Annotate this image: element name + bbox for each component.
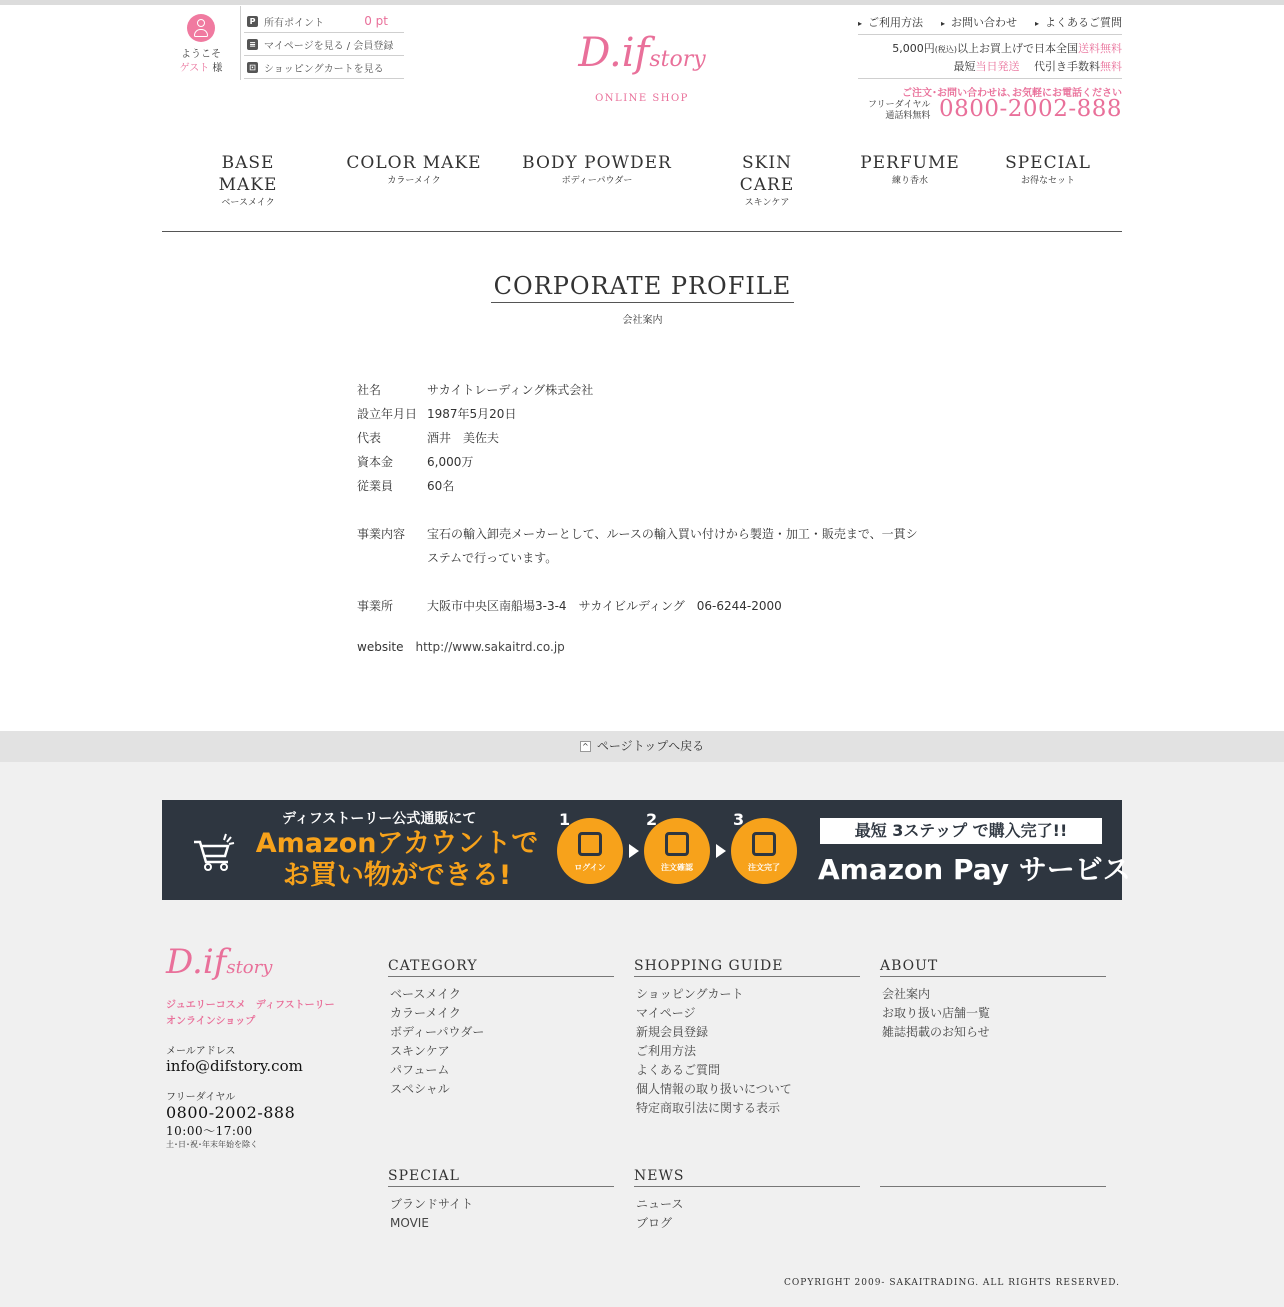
divider [162,231,1122,232]
phone-note: ご注文･お問い合わせは､お気軽にお電話ください [902,88,1122,99]
profile-row [357,474,927,498]
divider [858,34,1122,35]
cod-free: 無料 [1100,60,1122,73]
footer-link[interactable]: 新規会員登録 [636,1025,709,1039]
footer-shopping-guide [634,956,860,1118]
user-welcome[interactable] [170,10,232,76]
row-label: 事業所 [357,599,394,613]
footer-special [388,1166,614,1233]
row-label: 設立年月日 [357,407,418,421]
footer-link[interactable]: スペシャル [390,1082,450,1096]
row-label: 資本金 [357,455,394,469]
closed-days: 土･日･祝･年末年始を除く [166,1140,258,1149]
nav-faq-link[interactable]: ▸ よくあるご質問 [1035,14,1122,30]
website-row [357,640,565,654]
profile-table [357,378,927,618]
footer-link[interactable]: ニュース [636,1197,684,1211]
arrow-icon [716,844,726,858]
row-label: 事業内容 [357,527,406,541]
lock-icon [578,832,602,856]
phone-number: 0800-2002-888 [938,96,1122,122]
banner-line1: ディフストーリー公式通販にて [282,811,477,827]
top-strip [0,0,1284,5]
footer-link[interactable]: ブログ [636,1216,673,1230]
page-title [491,270,794,326]
footer-link[interactable]: 雑誌掲載のお知らせ [882,1025,990,1039]
profile-row [357,378,927,402]
footer-link[interactable]: ベースメイク [390,987,461,1001]
ship-threshold: 5,000円 [892,42,935,55]
cart-label[interactable]: ショッピングカートを見る [264,63,384,75]
nav-guide-link[interactable]: ▸ ご利用方法 [858,14,923,30]
list-icon: ≡ [247,39,258,50]
footer-link[interactable]: 会社案内 [882,987,931,1001]
nav-contact-link[interactable]: ▸ お問い合わせ [941,14,1017,30]
profile-row [357,450,927,474]
profile-row [357,426,927,450]
tel-number: 0800-2002-888 [166,1103,296,1122]
nav-ja: 練り香水 [891,176,928,186]
footer-news [634,1166,860,1233]
step-label: 注文完了 [748,863,780,872]
nav-en: BASE MAKE [218,153,278,195]
same-day: 当日発送 [975,60,1020,73]
same-day-prefix: 最短 [953,60,976,73]
footer-email [166,1042,303,1075]
points-label: 所有ポイント [264,17,324,29]
ship-text: 以上お買上げで日本全国 [957,42,1078,55]
footer-link[interactable]: ご利用方法 [636,1044,697,1058]
main-nav [162,152,1122,208]
column-heading: ABOUT [880,956,1106,977]
row-value: 60名 [427,479,455,493]
footer-link[interactable]: 特定商取引法に関する表示 [636,1101,781,1115]
box-icon [752,832,776,856]
welcome-text: ようこそ [181,49,221,60]
column-heading: NEWS [634,1166,860,1187]
step-number: 2 [646,810,658,829]
row-value: 1987年5月20日 [427,407,517,421]
user-links [244,10,404,79]
row-value: 酒井 美佐夫 [427,431,500,445]
nav-color-make[interactable] [346,152,482,188]
step-login [557,810,623,884]
email-address[interactable]: info@difstory.com [166,1057,303,1075]
row-value: 6,000万 [427,455,474,469]
divider [858,78,1122,79]
step-number: 1 [559,810,571,829]
logo-story: story [649,47,706,72]
nav-special[interactable] [1000,152,1096,188]
nav-base-make[interactable] [190,152,306,210]
checkbox-icon [665,832,689,856]
divider [240,6,241,80]
column-heading: SHOPPING GUIDE [634,956,860,977]
step-confirm [644,810,710,884]
row-value: 大阪市中央区南船場3-3-4 サカイビルディング 06-6244-2000 [427,599,782,613]
phone-contact [858,84,1122,122]
logo-main: D.if [166,942,227,982]
nav-ja: ボディーパウダー [561,176,633,186]
footer-about [880,956,1106,1042]
back-to-top-label[interactable]: ページトップへ戻る [596,739,705,753]
footer-link[interactable]: お取り扱い店舗一覧 [882,1006,991,1020]
column-heading: SPECIAL [388,1166,614,1187]
step-number: 3 [733,810,745,829]
nav-en: SPECIAL [1005,153,1091,173]
nav-en: COLOR MAKE [346,153,482,173]
footer-link[interactable]: パフューム [390,1063,450,1077]
cart-icon: ⊡ [247,62,258,73]
nav-ja: カラーメイク [387,176,441,186]
cart-link[interactable] [244,56,404,79]
cod-fee: 代引き手数料 [1034,60,1100,73]
footer-link[interactable]: マイページ [636,1006,696,1020]
footer-link[interactable]: 個人情報の取り扱いについて [636,1082,792,1096]
footer-category [388,956,614,1099]
mypage-link[interactable] [244,33,404,56]
row-label: 代表 [357,431,382,445]
back-to-top[interactable] [0,731,1284,762]
copyright: COPYRIGHT 2009- SAKAITRADING. ALL RIGHTS RESERVED. [784,1278,1120,1288]
mypage-label[interactable]: マイページを見る / 会員登録 [264,40,394,52]
honorific: 様 [212,63,223,74]
page-title-ja: 会社案内 [622,315,663,326]
points-row [244,10,404,33]
nav-body-powder[interactable] [522,152,672,188]
point-icon: P [247,16,258,27]
step-label: 注文確認 [661,863,693,872]
column-heading: CATEGORY [388,956,614,977]
cart-icon [192,828,236,872]
banner-line2b: お買い物ができる! [282,860,512,891]
nav-en: SKIN CARE [739,153,795,195]
steps-callout: 最短 3ステップ で購入完了!! [820,818,1102,844]
nav-skin-care[interactable] [712,152,822,210]
website-link[interactable]: http://www.sakaitrd.co.jp [415,640,565,654]
amazon-pay-label: Amazon Pay サービス [818,853,1131,886]
toll-free-label: 通話料無料 [885,111,931,121]
page-title-en: CORPORATE PROFILE [491,270,794,303]
freedial-label: フリーダイヤル [868,100,931,110]
points-value: 0 pt [364,14,388,28]
up-arrow-icon: ^ [580,741,591,752]
footer-logo[interactable] [166,940,272,990]
amazon-pay-banner[interactable] [162,800,1131,900]
footer-link[interactable]: ボディーパウダー [390,1025,485,1039]
shipping-info [858,40,1122,75]
row-label: 社名 [357,383,382,397]
free-shipping: 送料無料 [1078,42,1122,55]
step-complete [731,810,797,884]
footer-link[interactable]: スキンケア [390,1044,450,1058]
site-logo[interactable] [560,30,724,104]
footer-link[interactable]: よくあるご質問 [636,1063,721,1077]
logo-story: story [226,957,273,978]
profile-row [357,402,927,426]
footer-link[interactable]: ブランドサイト [390,1197,474,1211]
step-label: ログイン [574,863,606,872]
nav-perfume[interactable] [860,152,960,188]
logo-main: D.if [578,30,650,76]
nav-en: PERFUME [860,153,960,173]
profile-row [357,522,927,570]
ship-tax: (税込) [934,45,957,54]
nav-ja: ベースメイク [221,198,275,208]
arrow-icon [629,844,639,858]
footer-tagline [166,998,335,1030]
row-value: 宝石の輸入卸売メーカーとして、ルースの輸入買い付けから製造・加工・販売まで、一貫システムで行っています。 [427,527,918,565]
website-label: website [357,640,404,654]
nav-ja: お得なセット [1020,176,1075,186]
guest-name: ゲスト [179,63,210,74]
business-hours: 10:00～17:00 [166,1124,253,1138]
email-label: メールアドレス [166,1046,236,1057]
header-nav [858,14,1122,30]
profile-row [357,594,927,618]
footer-link[interactable]: ショッピングカート [636,987,744,1001]
logo-sub: ONLINE SHOP [595,93,689,104]
tel-label: フリーダイヤル [166,1092,236,1103]
nav-en: BODY POWDER [522,153,672,173]
banner-line2a: Amazonアカウントで [255,828,539,859]
footer-phone [166,1088,295,1150]
column-heading [880,1166,1106,1187]
row-label: 従業員 [357,479,394,493]
footer-link[interactable]: MOVIE [390,1216,429,1230]
tagline-line1: ジュエリーコスメ ディフストーリー [166,1000,335,1011]
footer-empty-column [880,1166,1106,1187]
footer-link[interactable]: カラーメイク [390,1006,461,1020]
row-value: サカイトレーディング株式会社 [427,383,594,397]
avatar-icon [187,14,215,42]
nav-ja: スキンケア [744,198,790,208]
tagline-line2: オンラインショップ [166,1016,256,1027]
